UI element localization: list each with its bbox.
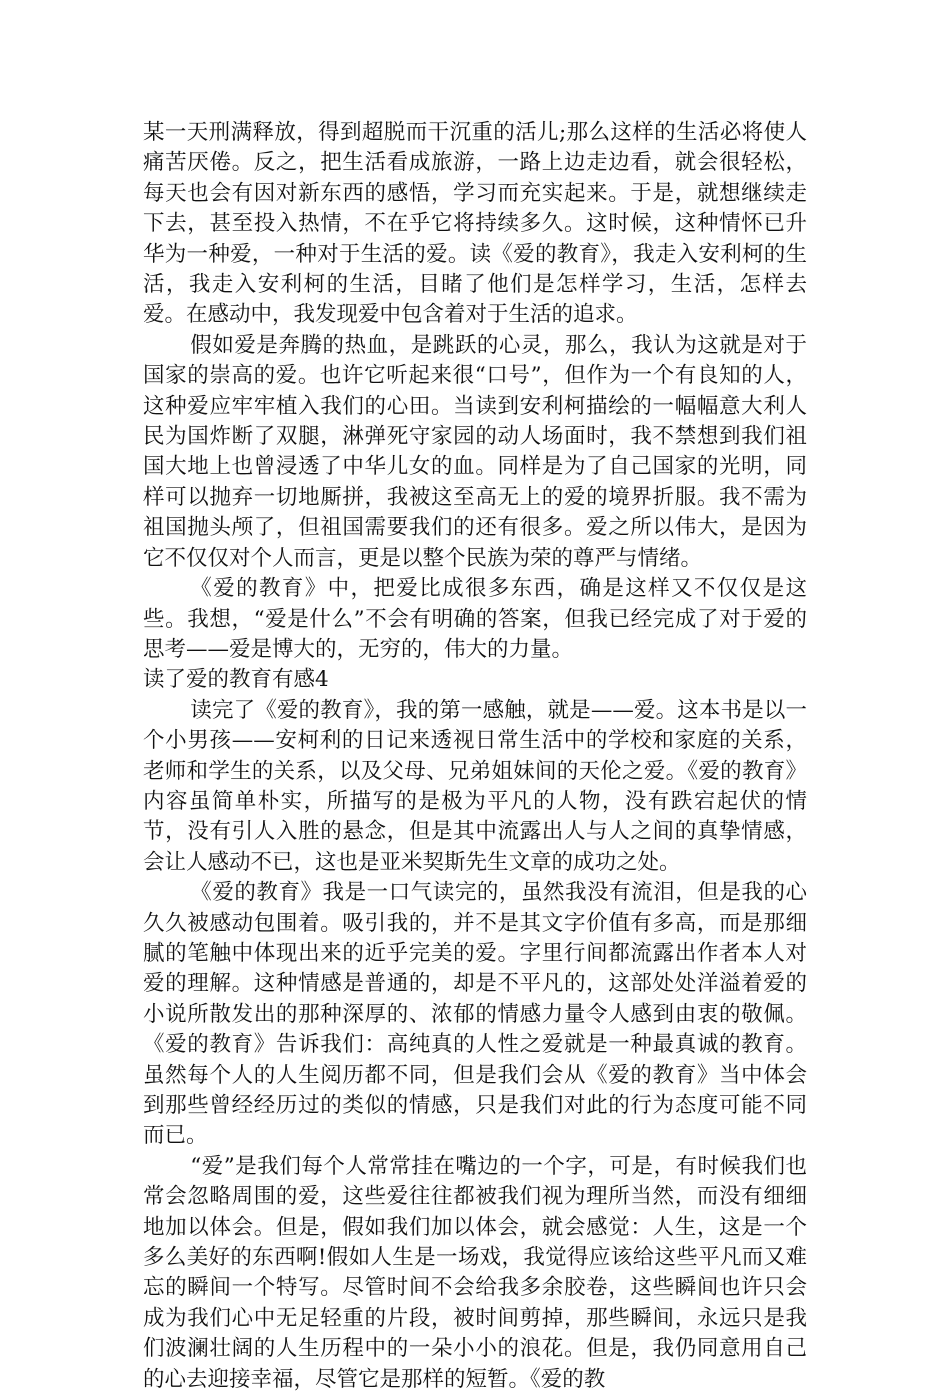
paragraph-5: 《爱的教育》我是一口气读完的，虽然我没有流泪，但是我的心久久被感动包围着。吸引我的，并不是其文字价值有多高，而是那细腻的笔触中体现出来的近乎完美的爱。字里行间都流露出作者本人对爱的理解。这种情感是普通的，却是不平凡的，这部处处洋溢着爱的小说所散发出的那种深厚的、浓郁的情感力量令人感到由衷的敬佩。《爱的教育》告诉我们：高纯真的人性之爱就是一种最真诚的教育。虽然每个人的人生阅历都不同，但是我们会从《爱的教育》当中体会到那些曾经经历过的类似的情感，只是我们对此的行为态度可能不同而已。 [143, 880, 807, 1149]
paragraph-1: 某一天刑满释放，得到超脱而干沉重的活儿;那么这样的生活必将使人痛苦厌倦。反之，把生活看成旅游，一路上边走边看，就会很轻松，每天也会有因对新东西的感悟，学习而充实起来。于是，就想继续走下去，甚至投入热情，不在乎它将持续多久。这时候，这种情怀已升华为一种爱，一种对于生活的爱。读《爱的教育》，我走入安利柯的生活，我走入安利柯的生活，目睹了他们是怎样学习，生活，怎样去爱。在感动中，我发现爱中包含着对于生活的追求。 [143, 120, 807, 328]
paragraph-2: 假如爱是奔腾的热血，是跳跃的心灵，那么，我认为这就是对于国家的崇高的爱。也许它听起来很“口号”，但作为一个有良知的人，这种爱应牢牢植入我们的心田。当读到安利柯描绘的一幅幅意大利人民为国炸断了双腿，淋弹死守家园的动人场面时，我不禁想到我们祖国大地上也曾浸透了中华儿女的血。同样是为了自己国家的光明，同样可以抛弃一切地厮拼，我被这至高无上的爱的境界折服。我不需为祖国抛头颅了，但祖国需要我们的还有很多。爱之所以伟大，是因为它不仅仅对个人而言，更是以整个民族为荣的尊严与情绪。 [143, 332, 807, 571]
paragraph-3: 《爱的教育》中，把爱比成很多东西，确是这样又不仅仅是这些。我想，“爱是什么”不会有明确的答案，但我已经完成了对于爱的思考——爱是博大的，无穷的，伟大的力量。 [143, 576, 807, 662]
paragraph-4: 读完了《爱的教育》，我的第一感触，就是——爱。这本书是以一个小男孩——安柯利的日记来透视日常生活中的学校和家庭的关系，老师和学生的关系，以及父母、兄弟姐妹间的天伦之爱。《爱的教育》内容虽简单朴实，所描写的是极为平凡的人物，没有跌宕起伏的情节，没有引人入胜的悬念，但是其中流露出人与人之间的真挚情感，会让人感动不已，这也是亚米契斯先生文章的成功之处。 [143, 697, 807, 875]
paragraph-6: “爱”是我们每个人常常挂在嘴边的一个字，可是，有时候我们也常会忽略周围的爱，这些爱往往都被我们视为理所当然，而没有细细地加以体会。但是，假如我们加以体会，就会感觉：人生，这是一个多么美好的东西啊!假如人生是一场戏，我觉得应该给这些平凡而又难忘的瞬间一个特写。尽管时间不会给我多余胶卷，这些瞬间也许只会成为我们心中无足轻重的片段，被时间剪掉，那些瞬间，永远只是我们波澜壮阔的人生历程中的一朵小小的浪花。但是，我仍同意用自己的心去迎接幸福，尽管它是那样的短暂。《爱的教 [143, 1153, 807, 1392]
document-body [143, 118, 807, 1395]
section-heading: 读了爱的教育有感4 [143, 667, 329, 693]
